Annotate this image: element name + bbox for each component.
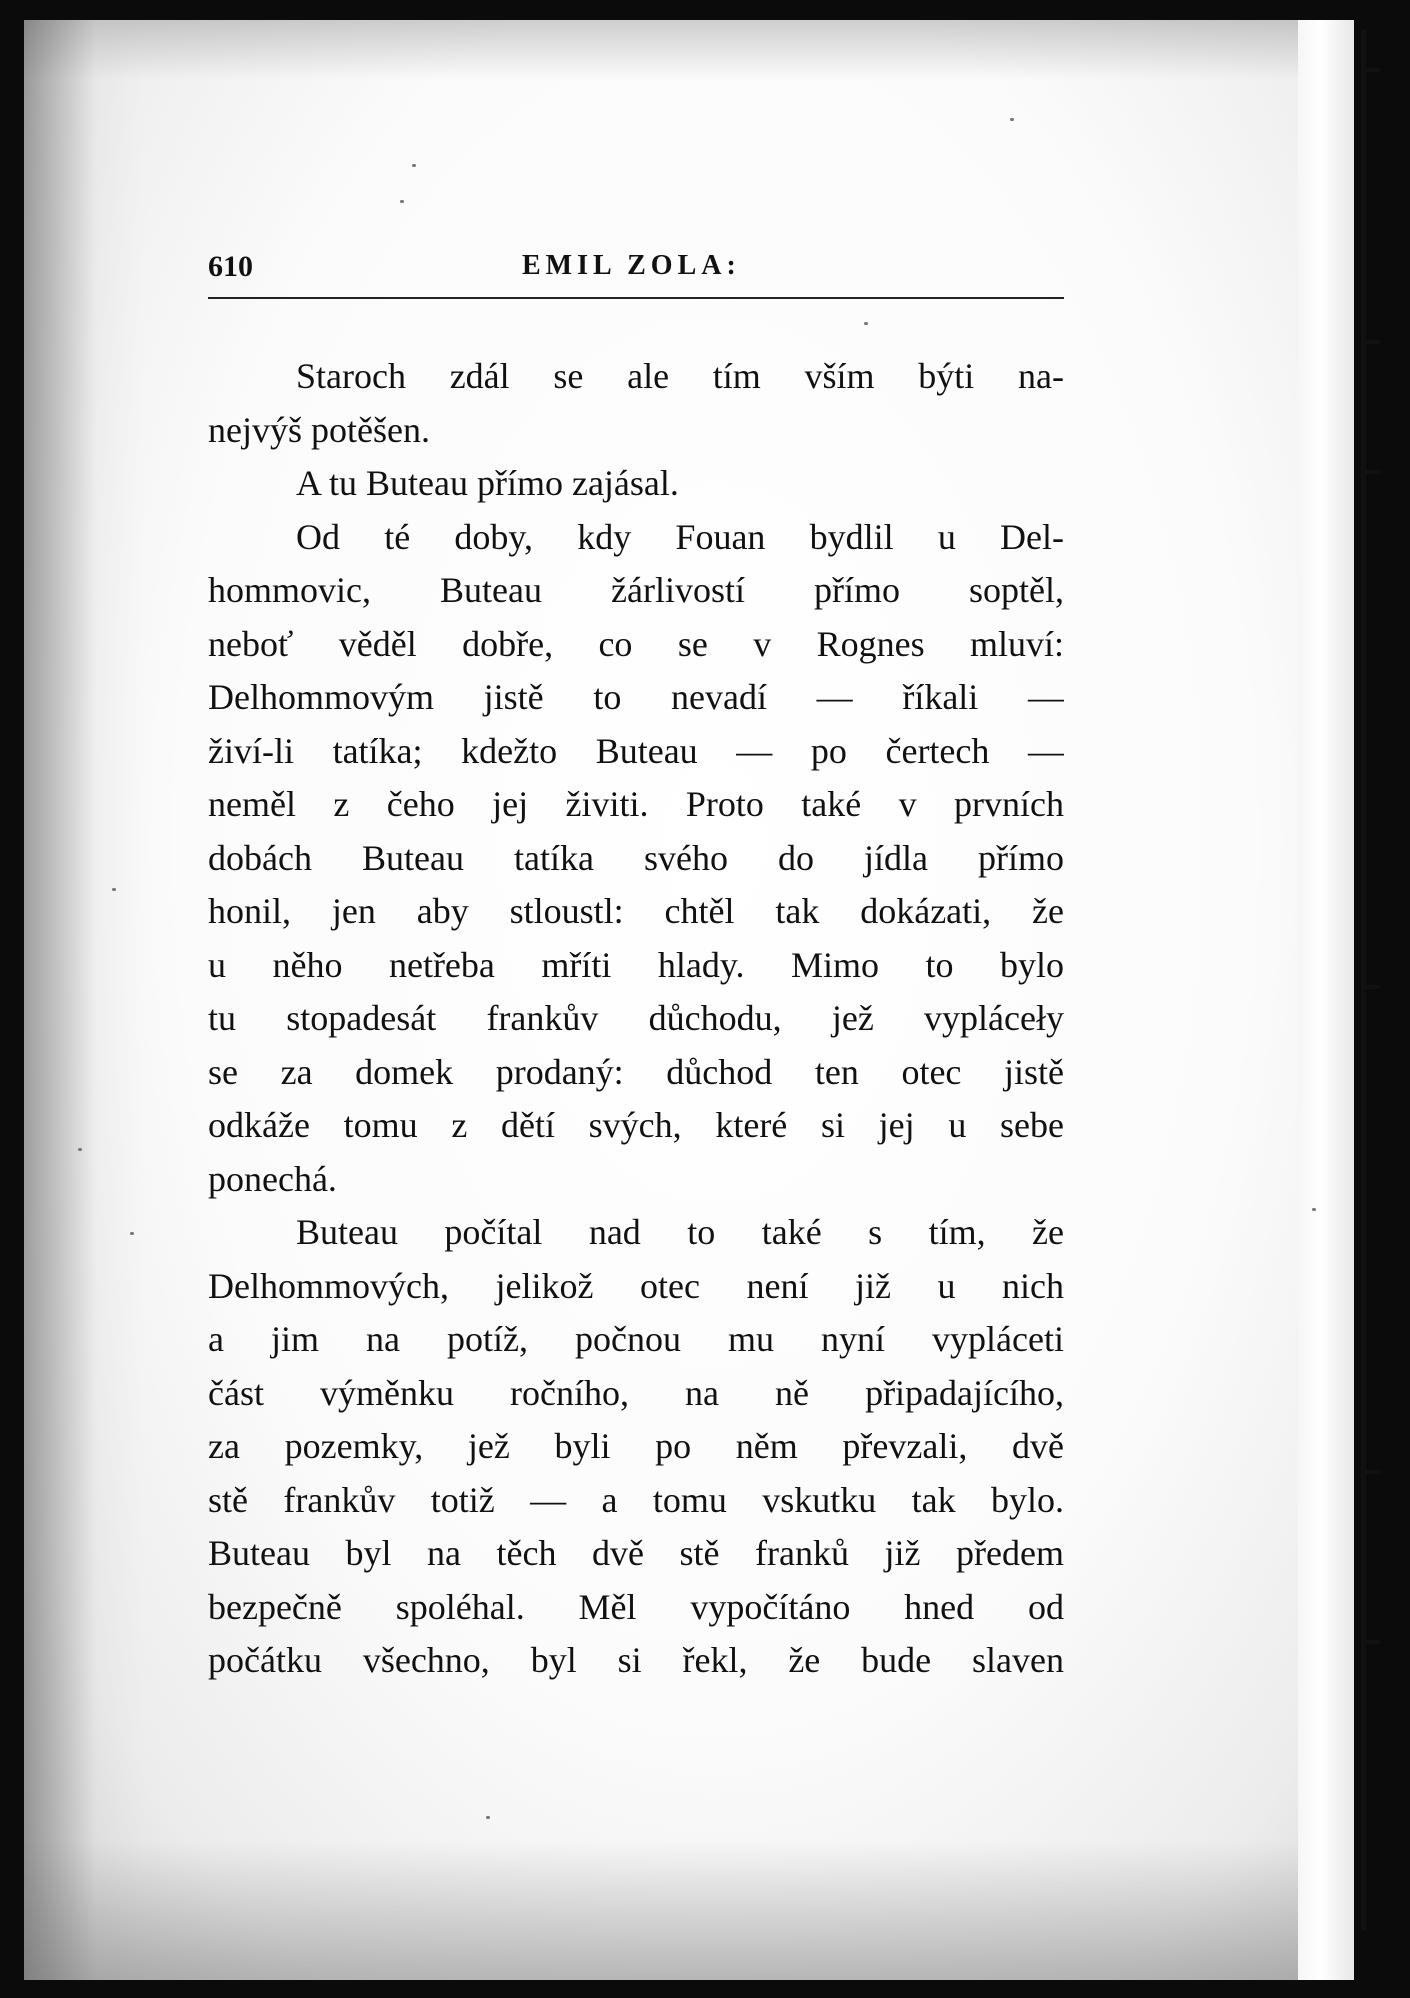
binding-edge-tick <box>1362 985 1380 989</box>
running-head: EMIL ZOLA: <box>522 250 741 281</box>
text-line: za pozemky, jež byli po něm převzali, dvě <box>208 1426 1064 1466</box>
paper-speck <box>1312 1208 1316 1211</box>
text-line: hommovic, Buteau žárlivostí přímo soptěl, <box>208 570 1064 610</box>
binding-edge-line <box>1361 30 1366 1930</box>
text-line: tu stopadesát frankův důchodu, jež vypláceły <box>208 998 1064 1038</box>
binding-edge-tick <box>1362 68 1380 72</box>
paper-speck <box>130 1232 134 1235</box>
text-line: neměl z čeho jej živiti. Proto také v prvních <box>208 784 1064 824</box>
text-line: A tu Buteau přímo zajásal. <box>296 463 679 503</box>
text-line: neboť věděl dobře, co se v Rognes mluví: <box>208 623 1064 664</box>
header-rule <box>208 297 1064 299</box>
paper-speck <box>486 1816 490 1819</box>
text-line: počátku všechno, byl si řekl, že bude slaven <box>208 1640 1064 1680</box>
binding-edge-tick <box>1362 340 1380 344</box>
paper-speck <box>864 322 868 325</box>
text-line: odkáže tomu z dětí svých, které si jej u sebe <box>208 1105 1064 1145</box>
paper-speck <box>112 888 116 891</box>
text-line: Buteau byl na těch dvě stě franků již předem <box>208 1533 1064 1573</box>
text-line: Od té doby, kdy Fouan bydlil u Del- <box>296 516 1064 557</box>
text-line: stě frankův totiž — a tomu vskutku tak bylo. <box>208 1479 1064 1520</box>
page-top-shadow <box>24 20 1354 80</box>
text-line: Staroch zdál se ale tím vším býti na- <box>296 356 1064 396</box>
text-line: dobách Buteau tatíka svého do jídla přímo <box>208 837 1064 878</box>
page-number: 610 <box>208 250 253 283</box>
binding-edge-tick <box>1362 1470 1380 1474</box>
text-line: bezpečně spoléhal. Měl vypočítáno hned od <box>208 1586 1064 1627</box>
paper-speck <box>1010 118 1014 121</box>
text-line: a jim na potíž, počnou mu nyní vypláceti <box>208 1319 1064 1359</box>
text-line: nejvýš potěšen. <box>208 409 430 450</box>
paper-speck <box>412 164 416 167</box>
page-edge <box>1298 20 1354 1980</box>
text-line: ponechá. <box>208 1158 337 1199</box>
text-line: Delhommovým jistě to nevadí — říkali — <box>208 677 1064 717</box>
paper-speck <box>400 200 404 203</box>
page-header <box>208 250 1064 290</box>
text-line: Delhommových, jelikož otec není již u nich <box>208 1265 1064 1306</box>
paper-speck <box>78 1148 82 1151</box>
page-gutter-shadow <box>24 20 144 1980</box>
text-line: živí-li tatíka; kdežto Buteau — po čertech — <box>208 730 1064 771</box>
page-bottom-shadow <box>24 1840 1354 1980</box>
text-line: u něho netřeba mříti hlady. Mimo to bylo <box>208 944 1064 985</box>
binding-edge-tick <box>1362 470 1380 474</box>
body-text <box>208 350 1064 1688</box>
text-line: honil, jen aby stloustl: chtěl tak dokázati, že <box>208 891 1064 931</box>
text-line: se za domek prodaný: důchod ten otec jistě <box>208 1051 1064 1092</box>
binding-edge-tick <box>1362 1640 1380 1644</box>
text-line: Buteau počítal nad to také s tím, že <box>296 1212 1064 1252</box>
text-line: část výměnku ročního, na ně připadajícího, <box>208 1372 1064 1413</box>
